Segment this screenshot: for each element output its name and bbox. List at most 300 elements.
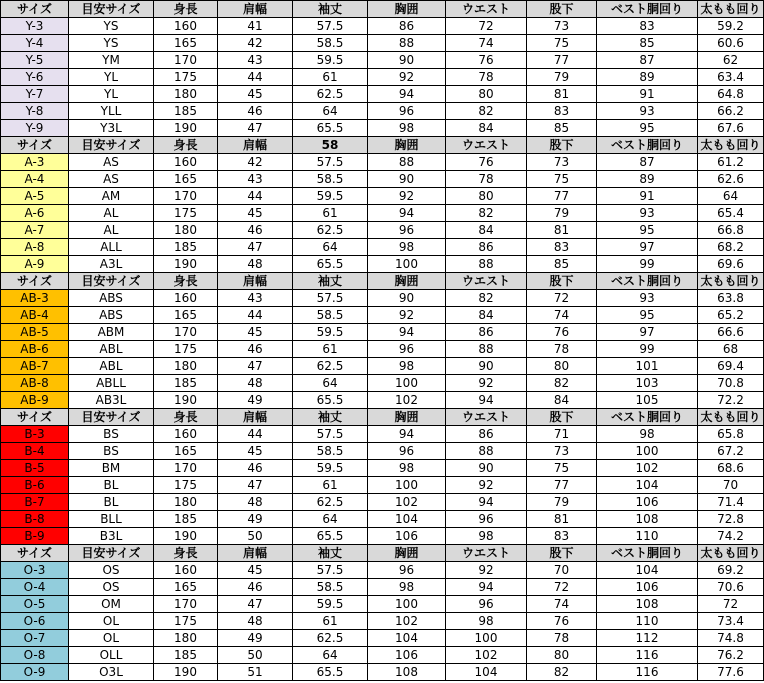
- table-cell: 44: [218, 69, 293, 86]
- table-row: [1, 664, 764, 681]
- table-cell: 93: [597, 103, 698, 120]
- table-cell: 77: [527, 52, 597, 69]
- header-cell: 58: [293, 137, 368, 154]
- table-cell: 65.2: [698, 307, 764, 324]
- size-chart-body: [1, 1, 764, 681]
- table-row: [1, 613, 764, 630]
- table-cell: 78: [446, 171, 527, 188]
- table-cell: 98: [446, 613, 527, 630]
- table-cell: 86: [446, 324, 527, 341]
- table-cell: 66.2: [698, 103, 764, 120]
- table-row: [1, 307, 764, 324]
- table-cell: 62.5: [293, 630, 368, 647]
- table-row: [1, 18, 764, 35]
- header-cell: 目安サイズ: [69, 273, 154, 290]
- table-cell: 64.8: [698, 86, 764, 103]
- table-cell: 58.5: [293, 579, 368, 596]
- table-cell: 165: [154, 171, 218, 188]
- table-cell: 75: [527, 35, 597, 52]
- table-cell: OLL: [69, 647, 154, 664]
- table-cell: 64: [293, 511, 368, 528]
- table-cell: 92: [368, 307, 446, 324]
- table-cell: 106: [597, 579, 698, 596]
- table-cell: 84: [446, 120, 527, 137]
- table-row: [1, 86, 764, 103]
- table-cell: 72.8: [698, 511, 764, 528]
- table-cell: 170: [154, 324, 218, 341]
- table-cell: 98: [368, 579, 446, 596]
- table-cell: YS: [69, 35, 154, 52]
- table-cell: 170: [154, 596, 218, 613]
- table-row: [1, 171, 764, 188]
- table-cell: 96: [446, 511, 527, 528]
- size-code-cell: O-3: [1, 562, 69, 579]
- table-cell: ABLL: [69, 375, 154, 392]
- header-cell: ベスト胴回り: [597, 1, 698, 18]
- size-code-cell: O-9: [1, 664, 69, 681]
- table-cell: 74: [446, 35, 527, 52]
- table-cell: 185: [154, 375, 218, 392]
- table-cell: 61: [293, 613, 368, 630]
- table-cell: 80: [527, 358, 597, 375]
- header-cell: 太もも回り: [698, 409, 764, 426]
- table-cell: 96: [368, 341, 446, 358]
- table-row: [1, 52, 764, 69]
- table-cell: 175: [154, 205, 218, 222]
- size-code-cell: AB-9: [1, 392, 69, 409]
- table-cell: 92: [368, 188, 446, 205]
- table-cell: 100: [368, 596, 446, 613]
- header-cell: 股下: [527, 137, 597, 154]
- table-cell: 57.5: [293, 290, 368, 307]
- table-cell: 68.6: [698, 460, 764, 477]
- table-cell: 59.2: [698, 18, 764, 35]
- table-cell: 76: [527, 613, 597, 630]
- header-cell: 股下: [527, 1, 597, 18]
- table-cell: 79: [527, 494, 597, 511]
- table-cell: 76.2: [698, 647, 764, 664]
- table-cell: 75: [527, 460, 597, 477]
- header-cell: サイズ: [1, 137, 69, 154]
- table-cell: 86: [368, 18, 446, 35]
- table-cell: 102: [368, 494, 446, 511]
- table-cell: 70.8: [698, 375, 764, 392]
- table-cell: AL: [69, 205, 154, 222]
- table-cell: 170: [154, 52, 218, 69]
- table-cell: 60.6: [698, 35, 764, 52]
- table-cell: 71.4: [698, 494, 764, 511]
- group-header-row: [1, 273, 764, 290]
- table-cell: 44: [218, 188, 293, 205]
- table-cell: 90: [368, 290, 446, 307]
- table-cell: 82: [446, 103, 527, 120]
- group-header-row: [1, 137, 764, 154]
- table-cell: 180: [154, 494, 218, 511]
- table-cell: 64: [698, 188, 764, 205]
- table-cell: 65.5: [293, 256, 368, 273]
- table-cell: 49: [218, 511, 293, 528]
- header-cell: 胸囲: [368, 409, 446, 426]
- table-cell: 42: [218, 154, 293, 171]
- table-cell: 89: [597, 69, 698, 86]
- table-cell: A3L: [69, 256, 154, 273]
- size-code-cell: Y-7: [1, 86, 69, 103]
- table-cell: 82: [446, 205, 527, 222]
- table-cell: 72: [446, 18, 527, 35]
- header-cell: 太もも回り: [698, 137, 764, 154]
- table-cell: OS: [69, 562, 154, 579]
- table-cell: 100: [368, 375, 446, 392]
- table-cell: 92: [446, 562, 527, 579]
- table-cell: 80: [527, 647, 597, 664]
- table-cell: 47: [218, 477, 293, 494]
- table-cell: 89: [597, 171, 698, 188]
- table-cell: 74: [527, 307, 597, 324]
- header-cell: 身長: [154, 545, 218, 562]
- table-cell: 94: [446, 494, 527, 511]
- table-cell: 108: [368, 664, 446, 681]
- table-cell: 93: [597, 290, 698, 307]
- size-code-cell: A-8: [1, 239, 69, 256]
- header-cell: サイズ: [1, 273, 69, 290]
- header-cell: 股下: [527, 545, 597, 562]
- table-cell: AB3L: [69, 392, 154, 409]
- table-cell: AS: [69, 154, 154, 171]
- table-cell: 92: [446, 477, 527, 494]
- table-cell: 98: [446, 528, 527, 545]
- header-cell: 胸囲: [368, 1, 446, 18]
- table-cell: 175: [154, 613, 218, 630]
- table-cell: 104: [368, 511, 446, 528]
- header-cell: 肩幅: [218, 1, 293, 18]
- table-cell: OL: [69, 630, 154, 647]
- table-cell: OL: [69, 613, 154, 630]
- table-cell: 47: [218, 239, 293, 256]
- table-cell: 47: [218, 120, 293, 137]
- table-cell: ALL: [69, 239, 154, 256]
- header-cell: 肩幅: [218, 273, 293, 290]
- header-cell: サイズ: [1, 409, 69, 426]
- table-cell: 65.5: [293, 392, 368, 409]
- header-cell: 袖丈: [293, 1, 368, 18]
- table-cell: 59.5: [293, 52, 368, 69]
- table-cell: 67.2: [698, 443, 764, 460]
- size-code-cell: AB-7: [1, 358, 69, 375]
- table-cell: B3L: [69, 528, 154, 545]
- table-cell: 69.6: [698, 256, 764, 273]
- size-code-cell: Y-8: [1, 103, 69, 120]
- table-cell: 90: [368, 171, 446, 188]
- table-cell: 108: [597, 511, 698, 528]
- table-cell: 91: [597, 188, 698, 205]
- size-code-cell: B-9: [1, 528, 69, 545]
- header-cell: 肩幅: [218, 545, 293, 562]
- table-cell: 65.5: [293, 664, 368, 681]
- table-cell: BM: [69, 460, 154, 477]
- table-cell: 78: [527, 341, 597, 358]
- table-cell: 103: [597, 375, 698, 392]
- table-row: [1, 477, 764, 494]
- table-cell: 100: [368, 256, 446, 273]
- table-cell: 94: [368, 324, 446, 341]
- table-row: [1, 460, 764, 477]
- table-cell: 90: [368, 52, 446, 69]
- table-cell: 96: [368, 222, 446, 239]
- table-cell: 96: [368, 562, 446, 579]
- table-cell: 58.5: [293, 443, 368, 460]
- table-row: [1, 630, 764, 647]
- header-cell: 身長: [154, 137, 218, 154]
- table-row: [1, 222, 764, 239]
- table-cell: 94: [446, 579, 527, 596]
- table-cell: 102: [446, 647, 527, 664]
- header-cell: ウエスト: [446, 409, 527, 426]
- table-cell: 58.5: [293, 307, 368, 324]
- table-cell: 84: [446, 307, 527, 324]
- header-cell: 太もも回り: [698, 1, 764, 18]
- table-cell: 96: [368, 103, 446, 120]
- size-code-cell: Y-6: [1, 69, 69, 86]
- table-cell: 74.8: [698, 630, 764, 647]
- table-cell: ABL: [69, 341, 154, 358]
- table-cell: 61: [293, 477, 368, 494]
- header-cell: 身長: [154, 1, 218, 18]
- table-cell: 180: [154, 86, 218, 103]
- table-cell: 91: [597, 86, 698, 103]
- table-cell: 46: [218, 222, 293, 239]
- table-cell: 57.5: [293, 426, 368, 443]
- table-cell: 64: [293, 375, 368, 392]
- header-cell: 太もも回り: [698, 545, 764, 562]
- table-cell: 43: [218, 52, 293, 69]
- table-cell: 43: [218, 290, 293, 307]
- table-cell: O3L: [69, 664, 154, 681]
- table-cell: 46: [218, 460, 293, 477]
- table-row: [1, 375, 764, 392]
- table-row: [1, 256, 764, 273]
- table-cell: 59.5: [293, 596, 368, 613]
- table-cell: 84: [446, 222, 527, 239]
- table-cell: 180: [154, 630, 218, 647]
- table-row: [1, 562, 764, 579]
- table-cell: 116: [597, 647, 698, 664]
- table-cell: 110: [597, 528, 698, 545]
- table-cell: 75: [527, 171, 597, 188]
- table-cell: ABL: [69, 358, 154, 375]
- table-cell: 45: [218, 443, 293, 460]
- table-cell: 102: [368, 392, 446, 409]
- table-cell: 63.4: [698, 69, 764, 86]
- table-row: [1, 647, 764, 664]
- table-row: [1, 528, 764, 545]
- table-row: [1, 579, 764, 596]
- table-cell: OM: [69, 596, 154, 613]
- table-cell: 77: [527, 188, 597, 205]
- table-cell: 85: [597, 35, 698, 52]
- table-cell: 61: [293, 69, 368, 86]
- table-cell: 81: [527, 86, 597, 103]
- table-cell: 98: [597, 426, 698, 443]
- table-cell: 80: [446, 86, 527, 103]
- table-cell: 45: [218, 205, 293, 222]
- table-cell: 51: [218, 664, 293, 681]
- table-cell: 68.2: [698, 239, 764, 256]
- table-row: [1, 154, 764, 171]
- table-cell: 50: [218, 647, 293, 664]
- table-cell: 190: [154, 664, 218, 681]
- header-cell: 股下: [527, 409, 597, 426]
- size-code-cell: O-4: [1, 579, 69, 596]
- table-cell: 64: [293, 239, 368, 256]
- size-code-cell: B-4: [1, 443, 69, 460]
- table-cell: 92: [446, 375, 527, 392]
- table-cell: 104: [597, 477, 698, 494]
- table-cell: 87: [597, 52, 698, 69]
- table-cell: 50: [218, 528, 293, 545]
- table-cell: 43: [218, 171, 293, 188]
- table-cell: 83: [597, 18, 698, 35]
- table-row: [1, 494, 764, 511]
- table-cell: 62.5: [293, 222, 368, 239]
- size-code-cell: B-7: [1, 494, 69, 511]
- table-cell: 68: [698, 341, 764, 358]
- table-cell: AS: [69, 171, 154, 188]
- table-row: [1, 239, 764, 256]
- table-cell: 100: [368, 477, 446, 494]
- table-cell: 175: [154, 69, 218, 86]
- table-cell: 85: [527, 256, 597, 273]
- table-cell: 99: [597, 256, 698, 273]
- size-code-cell: AB-4: [1, 307, 69, 324]
- table-cell: YS: [69, 18, 154, 35]
- table-cell: 62.5: [293, 358, 368, 375]
- table-cell: 61.2: [698, 154, 764, 171]
- size-code-cell: AB-3: [1, 290, 69, 307]
- table-cell: 80: [446, 188, 527, 205]
- table-cell: 63.8: [698, 290, 764, 307]
- table-cell: 100: [597, 443, 698, 460]
- table-cell: AL: [69, 222, 154, 239]
- table-cell: 83: [527, 528, 597, 545]
- table-cell: 44: [218, 426, 293, 443]
- header-cell: 目安サイズ: [69, 409, 154, 426]
- table-cell: 88: [446, 341, 527, 358]
- table-cell: 79: [527, 205, 597, 222]
- table-cell: BS: [69, 443, 154, 460]
- table-cell: 45: [218, 324, 293, 341]
- table-cell: BL: [69, 477, 154, 494]
- header-cell: 身長: [154, 273, 218, 290]
- table-cell: 160: [154, 154, 218, 171]
- table-cell: 76: [527, 324, 597, 341]
- header-cell: 股下: [527, 273, 597, 290]
- table-cell: 48: [218, 256, 293, 273]
- table-cell: 185: [154, 647, 218, 664]
- table-cell: 165: [154, 35, 218, 52]
- table-cell: 108: [597, 596, 698, 613]
- table-cell: 66.6: [698, 324, 764, 341]
- table-cell: 190: [154, 120, 218, 137]
- size-code-cell: AB-8: [1, 375, 69, 392]
- table-cell: 95: [597, 120, 698, 137]
- table-cell: 62.5: [293, 86, 368, 103]
- size-code-cell: A-9: [1, 256, 69, 273]
- table-cell: YLL: [69, 103, 154, 120]
- table-cell: 94: [368, 205, 446, 222]
- header-cell: 胸囲: [368, 545, 446, 562]
- table-cell: 79: [527, 69, 597, 86]
- table-cell: 165: [154, 307, 218, 324]
- table-cell: 87: [597, 154, 698, 171]
- table-cell: 175: [154, 477, 218, 494]
- size-code-cell: B-8: [1, 511, 69, 528]
- table-cell: BS: [69, 426, 154, 443]
- table-cell: 62.5: [293, 494, 368, 511]
- table-cell: 99: [597, 341, 698, 358]
- table-cell: 44: [218, 307, 293, 324]
- table-cell: 46: [218, 103, 293, 120]
- table-cell: 76: [446, 52, 527, 69]
- table-cell: 88: [368, 35, 446, 52]
- table-cell: 41: [218, 18, 293, 35]
- table-cell: Y3L: [69, 120, 154, 137]
- table-row: [1, 511, 764, 528]
- table-cell: 76: [446, 154, 527, 171]
- table-cell: 73: [527, 154, 597, 171]
- table-cell: 69.2: [698, 562, 764, 579]
- table-cell: 180: [154, 358, 218, 375]
- size-code-cell: O-8: [1, 647, 69, 664]
- table-cell: 82: [446, 290, 527, 307]
- table-cell: 84: [527, 392, 597, 409]
- table-cell: 97: [597, 324, 698, 341]
- table-row: [1, 188, 764, 205]
- table-cell: 74.2: [698, 528, 764, 545]
- table-cell: 61: [293, 341, 368, 358]
- size-code-cell: B-6: [1, 477, 69, 494]
- table-cell: 86: [446, 239, 527, 256]
- table-cell: 65.5: [293, 120, 368, 137]
- table-cell: 48: [218, 375, 293, 392]
- table-cell: 69.4: [698, 358, 764, 375]
- table-cell: 98: [368, 358, 446, 375]
- table-cell: 46: [218, 579, 293, 596]
- table-cell: 74: [527, 596, 597, 613]
- table-cell: 48: [218, 494, 293, 511]
- table-cell: 73.4: [698, 613, 764, 630]
- table-cell: 165: [154, 579, 218, 596]
- table-row: [1, 324, 764, 341]
- table-cell: 86: [446, 426, 527, 443]
- size-code-cell: O-7: [1, 630, 69, 647]
- table-cell: 58.5: [293, 171, 368, 188]
- header-cell: ベスト胴回り: [597, 409, 698, 426]
- table-cell: 88: [446, 256, 527, 273]
- table-cell: 94: [446, 392, 527, 409]
- size-code-cell: Y-9: [1, 120, 69, 137]
- table-cell: 170: [154, 188, 218, 205]
- table-cell: 104: [368, 630, 446, 647]
- table-cell: 67.6: [698, 120, 764, 137]
- header-cell: 袖丈: [293, 409, 368, 426]
- table-cell: 102: [368, 613, 446, 630]
- table-cell: 175: [154, 341, 218, 358]
- header-cell: サイズ: [1, 545, 69, 562]
- table-cell: 59.5: [293, 460, 368, 477]
- header-cell: ベスト胴回り: [597, 545, 698, 562]
- table-cell: 57.5: [293, 18, 368, 35]
- table-cell: 62.6: [698, 171, 764, 188]
